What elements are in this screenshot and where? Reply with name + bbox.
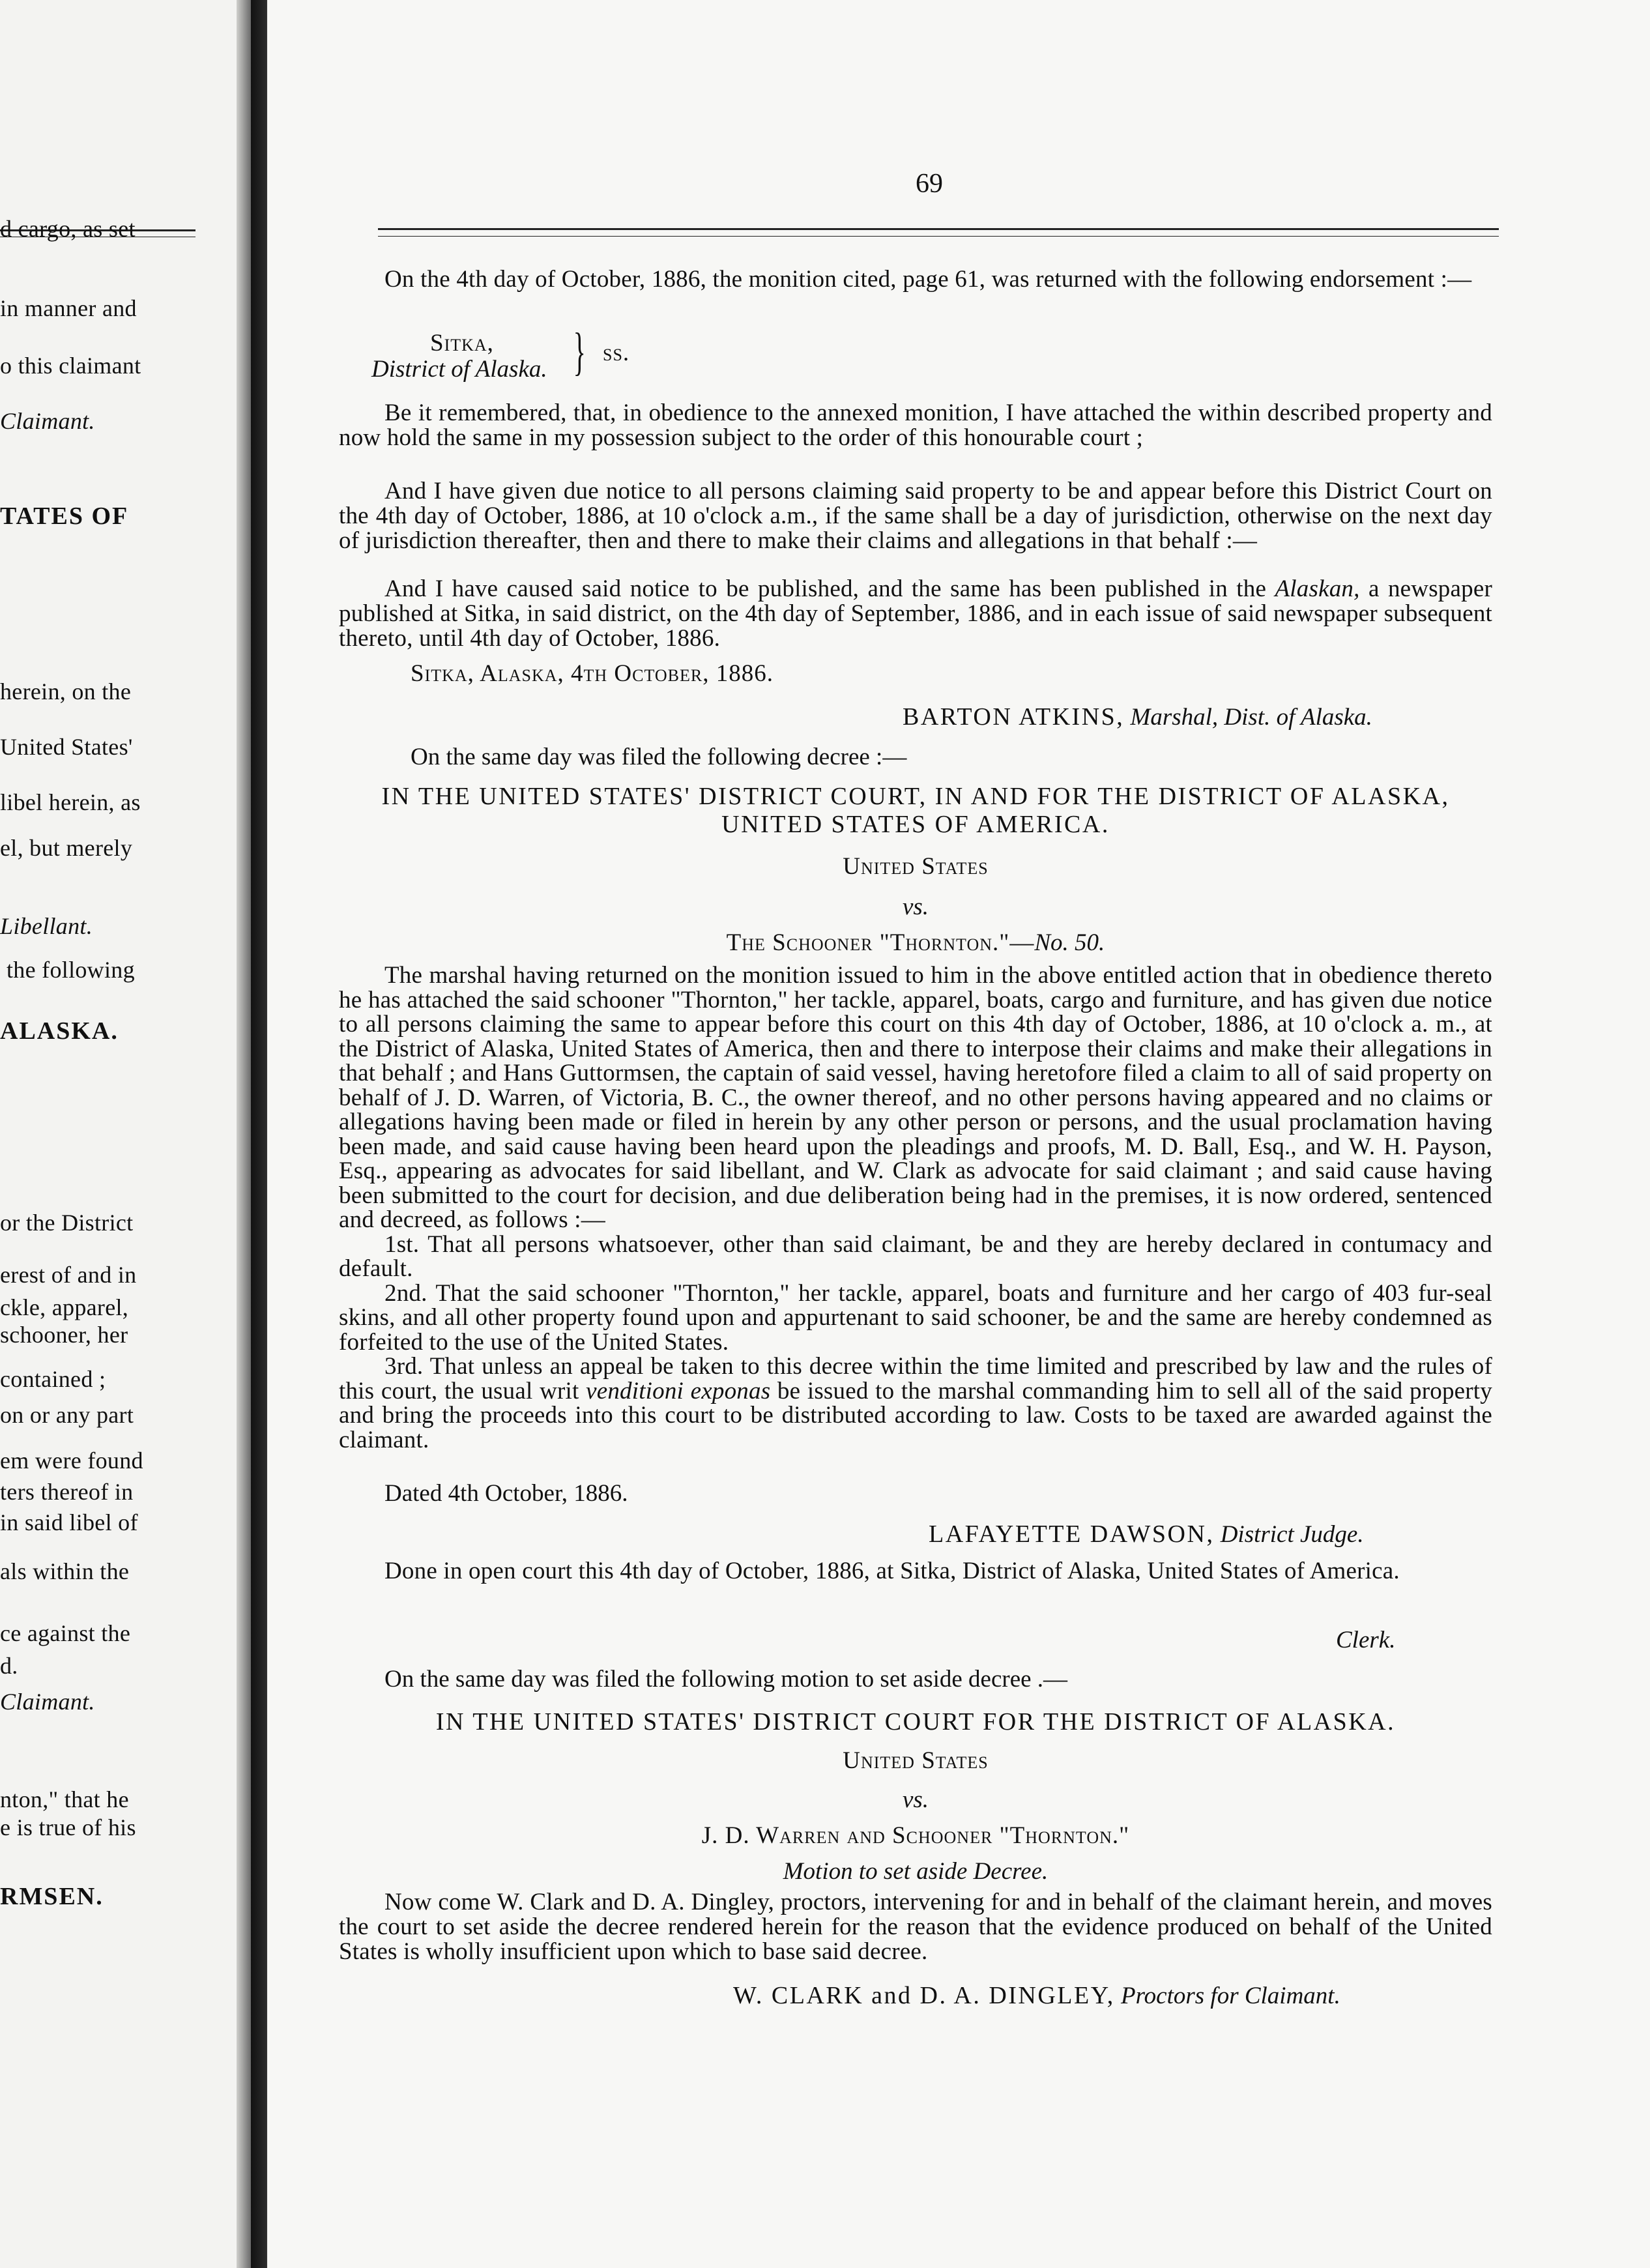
left-fragment-line: Libellant. bbox=[0, 913, 93, 939]
left-fragment-line: erest of and in bbox=[0, 1262, 137, 1288]
left-fragment-line: or the District bbox=[0, 1210, 134, 1236]
left-fragment-line: Claimant. bbox=[0, 1689, 95, 1715]
left-fragment-line: em were found bbox=[0, 1447, 143, 1474]
case1-caption: The Schooner "Thornton."—No. 50. bbox=[726, 929, 1105, 956]
motion-intro: On the same day was filed the following motion to set aside decree .— bbox=[384, 1666, 1068, 1693]
court-heading-1: IN THE UNITED STATES' DISTRICT COURT, IN AND FOR THE DISTRICT OF ALASKA, bbox=[381, 783, 1450, 810]
left-fragment-line: ce against the bbox=[0, 1620, 131, 1646]
left-fragment-line: nton," that he bbox=[0, 1786, 129, 1812]
left-fragment-line: United States' bbox=[0, 734, 133, 760]
case2-plaintiff: United States bbox=[843, 1747, 989, 1774]
court-heading-2: UNITED STATES OF AMERICA. bbox=[721, 811, 1110, 838]
left-fragment-line: the following bbox=[7, 957, 135, 983]
left-gutter bbox=[237, 0, 251, 2268]
venue-ss: ss. bbox=[603, 340, 630, 366]
left-fragment-line: o this claimant bbox=[0, 353, 141, 379]
left-fragment-line: ALASKA. bbox=[0, 1017, 119, 1045]
decree-item-3: 3rd. That unless an appeal be taken to this decree within the time limited and prescribed by law and the rules of this court, the usual writ venditioni exponas be issued to the marshal commanding him to sell all of the said property and bring the proceeds into this court to be distributed according to law. Costs to be taxed are awarded against the claimant. bbox=[339, 1353, 1492, 1453]
left-fragment-line: d cargo, as set bbox=[0, 216, 136, 242]
left-fragment-line: als within the bbox=[0, 1558, 130, 1584]
left-fragment-line: libel herein, as bbox=[0, 789, 141, 815]
case1-vs: vs. bbox=[902, 894, 929, 920]
motion-title: Motion to set aside Decree. bbox=[783, 1858, 1049, 1885]
venue-district: District of Alaska. bbox=[371, 356, 547, 383]
judge-signature: LAFAYETTE DAWSON, District Judge. bbox=[929, 1520, 1364, 1548]
decree-intro: On the same day was filed the following decree :— bbox=[411, 744, 907, 770]
decree-item-1: 1st. That all persons whatsoever, other than said claimant, be and they are hereby declared in contumacy and default. bbox=[339, 1230, 1492, 1282]
newspaper-name: Alaskan, bbox=[1275, 575, 1360, 602]
header-rule bbox=[378, 228, 1499, 237]
left-fragment-line: e is true of his bbox=[0, 1814, 136, 1840]
left-fragment-line: contained ; bbox=[0, 1366, 106, 1392]
proctors-signature: W. CLARK and D. A. DINGLEY, Proctors for Claimant. bbox=[733, 1982, 1340, 2009]
left-fragment-line: TATES OF bbox=[0, 502, 129, 530]
left-fragment-line: in manner and bbox=[0, 295, 137, 321]
decree-body: The marshal having returned on the monition issued to him in the above entitled action that in obedience thereto he has attached the said schooner "Thornton," her tackle, apparel, boats, cargo and furniture, and has given due notice to all persons claiming the same to appear before this court on this 4th day of October, 1886, at 10 o'clock a. m., at the District of Alaska, United States of America, then and there to interpose their claims and make their allegations in that behalf ; and Hans Guttormsen, the captain of said vessel, having heretofore filed a claim to all of said property on behalf of J. D. Warren, of Victoria, B. C., the owner thereof, and no other persons having appeared and no claims or allegations having been made or filed in herein by any other person or persons, and the usual proclamation having been made, and said cause having been heard upon the pleadings and proofs, M. D. Ball, Esq., and W. H. Payson, Esq., appearing as advocates for said libellant, and W. Clark as advocate for said claimant ; and said cause having been submitted to the court for decision, and due deliberation being had in the premises, it is now ordered, sentenced and decreed, as follows :— 1st. That all persons whatsoever, other than said claimant, be and they are hereby declared in contumacy and default. 2nd. That the said schooner "Thornton," her tackle, apparel, boats and furniture and her cargo of 403 fur-seal skins, and all other property found upon and appurtenant to said schooner, be and the same are hereby condemned as forfeited to the use of the United States. 3rd. That unless an appeal be taken to this decree within the time limited and prescribed by law and the rules of this court, the usual writ venditioni exponas be issued to the marshal commanding him to sell all of the said property and bring the proceeds into this court to be distributed according to law. Costs to be taxed are awarded against the claimant. bbox=[339, 962, 1492, 1453]
left-fragment-line: schooner, her bbox=[0, 1322, 128, 1348]
left-fragment-line: Claimant. bbox=[0, 408, 95, 434]
left-fragment-line: ters thereof in bbox=[0, 1479, 134, 1505]
venue-brace: } bbox=[573, 323, 586, 381]
left-fragment-line: on or any part bbox=[0, 1402, 134, 1428]
decree-item-2: 2nd. That the said schooner "Thornton," her tackle, apparel, boats and furniture and her cargo of 403 fur-seal skins, and all other property found upon and appurtenant to said schooner, be and the same are hereby condemned as forfeited to the use of the United States. bbox=[339, 1279, 1492, 1356]
published-paragraph: And I have caused said notice to be published, and the same has been published in the Alaskan, a newspaper published at Sitka, in said district, on the 4th day of September, 1886, and in each issue of said newspaper subsequent thereto, until 4th day of October, 1886. bbox=[339, 575, 1492, 652]
court-heading-3: IN THE UNITED STATES' DISTRICT COURT FOR THE DISTRICT OF ALASKA. bbox=[435, 1708, 1396, 1736]
motion-body: Now come W. Clark and D. A. Dingley, proctors, intervening for and in behalf of the claimant herein, and moves the court to set aside the decree rendered herein for the reason that the evidence produced on behalf of the United States is wholly insufficient upon which to base said decree. bbox=[339, 1889, 1492, 1965]
case2-caption: J. D. Warren and Schooner "Thornton." bbox=[701, 1822, 1130, 1849]
page-number: 69 bbox=[916, 169, 943, 199]
case1-plaintiff: United States bbox=[843, 853, 989, 880]
left-fragment-line: in said libel of bbox=[0, 1509, 138, 1535]
notice-paragraph: And I have given due notice to all persons claiming said property to be and appear before this District Court on the 4th day of October, 1886, at 10 o'clock a.m., if the same shall be a day of jurisdiction, otherwise on the next day of jurisdiction thereafter, then and there to make their claims and allegations in that behalf :— bbox=[339, 478, 1492, 554]
case2-vs: vs. bbox=[902, 1786, 929, 1813]
done-in-court: Done in open court this 4th day of October, 1886, at Sitka, District of Alaska, United States of America. bbox=[384, 1558, 1400, 1584]
left-fragment-line: d. bbox=[0, 1653, 18, 1679]
dateline-sitka: Sitka, Alaska, 4th October, 1886. bbox=[411, 660, 774, 687]
marshal-signature: BARTON ATKINS, Marshal, Dist. of Alaska. bbox=[903, 703, 1372, 731]
venue-sitka: Sitka, bbox=[430, 330, 494, 356]
intro-paragraph: On the 4th day of October, 1886, the monition cited, page 61, was returned with the following endorsement :— bbox=[384, 266, 1472, 293]
left-page bbox=[0, 0, 251, 2268]
left-fragment-line: RMSEN. bbox=[0, 1883, 104, 1910]
left-fragment-line: el, but merely bbox=[0, 835, 133, 861]
clerk-signature: Clerk. bbox=[1336, 1627, 1396, 1653]
left-fragment-line: ckle, apparel, bbox=[0, 1294, 129, 1320]
remembered-paragraph: Be it remembered, that, in obedience to the annexed monition, I have attached the within described property and now hold the same in my possession subject to the order of this honourable court ; bbox=[339, 400, 1492, 451]
dated-line: Dated 4th October, 1886. bbox=[384, 1480, 628, 1507]
writ-name: venditioni exponas bbox=[586, 1377, 771, 1404]
left-fragment-line: herein, on the bbox=[0, 678, 132, 705]
